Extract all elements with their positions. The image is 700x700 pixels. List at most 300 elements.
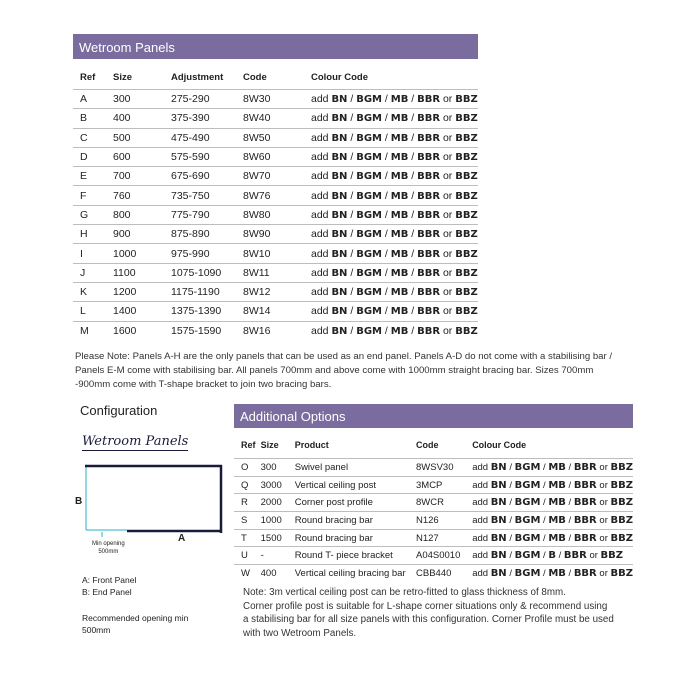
colour-code-separator: /: [347, 131, 357, 144]
colour-code-separator: or: [440, 228, 456, 241]
colour-code-option: BN: [331, 229, 348, 241]
colour-code-option: BBR: [417, 190, 441, 202]
colour-code-option: BBZ: [455, 152, 478, 164]
colour-code-option: BBR: [417, 325, 441, 337]
legend: [82, 574, 136, 598]
additional-note-line-4: with two Wetroom Panels.: [243, 627, 357, 639]
colour-code-option: BBZ: [610, 497, 633, 509]
row-code: 8W10: [243, 244, 311, 263]
colour-code-option: MB: [390, 171, 409, 183]
colour-code-option: BN: [490, 550, 507, 562]
colour-code-separator: or: [596, 479, 611, 491]
colour-code-option: MB: [390, 229, 409, 241]
colour-code-option: MB: [390, 132, 409, 144]
recommended-opening: [82, 612, 188, 636]
colour-code-option: BBZ: [455, 306, 478, 318]
colour-code-option: MB: [390, 209, 409, 221]
row-size: 3000: [261, 476, 295, 494]
colour-code-option: BBR: [417, 306, 441, 318]
colour-code-option: BBR: [573, 567, 597, 579]
row-ref: W: [234, 565, 261, 582]
row-colour-code: [472, 512, 633, 530]
row-code: 8W30: [243, 90, 311, 109]
colour-code-option: B: [548, 550, 556, 562]
colour-code-option: BN: [331, 152, 348, 164]
table-row: [234, 565, 633, 582]
row-adjustment: 1175-1190: [171, 282, 243, 301]
colour-code-option: BGM: [356, 325, 382, 337]
colour-code-separator: /: [381, 324, 391, 337]
recommended-line-1: Recommended opening min: [82, 613, 189, 623]
colour-code-option: BBZ: [455, 209, 478, 221]
colour-code-option: BBR: [417, 132, 441, 144]
row-size: 1600: [113, 321, 171, 340]
row-size: 700: [113, 167, 171, 186]
colour-code-option: MB: [390, 190, 409, 202]
additional-note-line-2: Corner profile post is suitable for L-shape corner situations only & recommend using: [243, 600, 608, 612]
colour-code-separator: or: [440, 151, 456, 164]
row-ref: F: [73, 186, 113, 205]
table-row: [73, 167, 478, 186]
colour-code-separator: add: [472, 550, 491, 562]
colour-code-separator: /: [381, 151, 391, 164]
colour-code-option: BBR: [417, 229, 441, 241]
recommended-line-2: 500mm: [82, 625, 111, 635]
opening-label-line-2: 500mm: [98, 549, 119, 555]
label-b: B: [75, 496, 83, 507]
colour-code-separator: add: [472, 514, 491, 526]
colour-code-option: BBZ: [610, 567, 633, 579]
row-code: 8W14: [243, 302, 311, 321]
row-adjustment: 875-890: [171, 225, 243, 244]
colour-code-option: MB: [548, 479, 566, 491]
row-ref: I: [73, 244, 113, 263]
row-adjustment: 1375-1390: [171, 302, 243, 321]
colour-code-separator: or: [440, 131, 456, 144]
colour-code-option: BGM: [356, 287, 382, 299]
row-ref: Q: [234, 476, 261, 494]
colour-code-separator: add: [472, 461, 491, 473]
colour-code-separator: /: [506, 479, 515, 491]
row-ref: U: [234, 547, 261, 565]
colour-code-option: BGM: [514, 532, 541, 544]
colour-code-separator: /: [381, 247, 391, 260]
row-colour-code: [472, 476, 633, 494]
row-product: Corner post profile: [295, 494, 416, 512]
colour-code-option: MB: [390, 306, 409, 318]
colour-code-separator: /: [408, 247, 418, 260]
colour-code-separator: /: [347, 170, 357, 183]
table-row: [73, 302, 478, 321]
row-size: 1500: [261, 529, 295, 547]
row-code: 8W40: [243, 109, 311, 128]
row-ref: K: [73, 282, 113, 301]
colour-code-option: MB: [390, 94, 409, 106]
row-adjustment: 975-990: [171, 244, 243, 263]
row-code: 8WCR: [416, 494, 472, 512]
colour-code-option: BGM: [356, 267, 382, 279]
colour-code-option: BBR: [417, 248, 441, 260]
row-colour-code: [311, 90, 478, 109]
table-row: [234, 547, 633, 565]
colour-code-option: MB: [390, 325, 409, 337]
row-ref: M: [73, 321, 113, 340]
colour-code-separator: /: [347, 189, 357, 202]
row-colour-code: [311, 244, 478, 263]
row-ref: H: [73, 225, 113, 244]
colour-code-option: BBZ: [455, 190, 478, 202]
colour-code-option: MB: [390, 287, 409, 299]
colour-code-option: BBR: [573, 479, 597, 491]
row-colour-code: [472, 565, 633, 582]
row-size: 1100: [113, 263, 171, 282]
row-size: 760: [113, 186, 171, 205]
colour-code-separator: add: [311, 93, 332, 106]
colour-code-option: BN: [331, 325, 348, 337]
row-size: 500: [113, 128, 171, 147]
colour-code-option: BGM: [356, 229, 382, 241]
colour-code-separator: /: [347, 112, 357, 125]
header-ref: Ref: [80, 71, 96, 83]
colour-code-option: BBZ: [455, 325, 478, 337]
colour-code-separator: /: [540, 497, 549, 509]
colour-code-separator: /: [381, 266, 391, 279]
colour-code-separator: /: [381, 131, 391, 144]
row-ref: O: [234, 459, 261, 477]
row-product: Vertical ceiling post: [295, 476, 416, 494]
table-row: [73, 263, 478, 282]
colour-code-option: BGM: [356, 209, 382, 221]
row-code: A04S0010: [416, 547, 472, 565]
row-product: Round T- piece bracket: [295, 547, 416, 565]
colour-code-option: MB: [390, 248, 409, 260]
colour-code-separator: /: [540, 461, 549, 473]
colour-code-separator: /: [347, 305, 357, 318]
table-row: [73, 282, 478, 301]
colour-code-option: BN: [490, 461, 507, 473]
colour-code-option: BN: [490, 479, 507, 491]
colour-code-separator: or: [440, 324, 456, 337]
row-adjustment: 1075-1090: [171, 263, 243, 282]
colour-code-option: MB: [390, 152, 409, 164]
table-header-row: [73, 65, 478, 90]
colour-code-separator: add: [311, 189, 332, 202]
colour-code-separator: add: [311, 247, 332, 260]
header-size: Size: [260, 440, 279, 450]
colour-code-separator: /: [565, 479, 574, 491]
table-row: [234, 494, 633, 512]
colour-code-option: BGM: [356, 94, 382, 106]
colour-code-separator: /: [381, 112, 391, 125]
colour-code-separator: /: [381, 93, 391, 106]
colour-code-option: BGM: [514, 461, 541, 473]
row-ref: G: [73, 205, 113, 224]
row-code: 8W90: [243, 225, 311, 244]
colour-code-separator: /: [381, 305, 391, 318]
row-code: 8W11: [243, 263, 311, 282]
row-ref: T: [234, 529, 261, 547]
colour-code-option: BGM: [356, 248, 382, 260]
table-row: [73, 225, 478, 244]
colour-code-separator: /: [347, 93, 357, 106]
row-code: N126: [416, 512, 472, 530]
colour-code-option: BBR: [573, 497, 597, 509]
table-row: [73, 147, 478, 166]
opening-label-line-1: Min opening: [92, 541, 125, 547]
colour-code-option: BGM: [514, 479, 541, 491]
colour-code-separator: or: [596, 514, 611, 526]
colour-code-separator: /: [347, 208, 357, 221]
colour-code-separator: /: [381, 189, 391, 202]
colour-code-option: BGM: [514, 497, 541, 509]
colour-code-separator: /: [555, 550, 564, 562]
colour-code-option: BBZ: [600, 550, 624, 562]
row-product: Round bracing bar: [295, 512, 416, 530]
colour-code-option: BBR: [417, 267, 441, 279]
table-row: [234, 529, 633, 547]
row-code: 3MCP: [416, 476, 472, 494]
colour-code-separator: add: [311, 305, 332, 318]
colour-code-option: BN: [331, 132, 348, 144]
additional-note-line-1: Note: 3m vertical ceiling post can be retro-fitted to glass thickness of 8mm.: [243, 587, 566, 598]
table-row: [73, 244, 478, 263]
colour-code-option: MB: [548, 567, 566, 579]
colour-code-separator: add: [311, 228, 332, 241]
row-colour-code: [311, 225, 478, 244]
row-size: 1000: [113, 244, 171, 263]
colour-code-separator: or: [440, 93, 456, 106]
colour-code-option: BN: [331, 306, 348, 318]
colour-code-separator: add: [472, 497, 491, 509]
colour-code-option: BN: [331, 267, 348, 279]
row-ref: J: [73, 263, 113, 282]
colour-code-separator: add: [311, 131, 332, 144]
colour-code-separator: or: [586, 550, 601, 562]
colour-code-option: BGM: [514, 567, 541, 579]
row-colour-code: [311, 128, 478, 147]
row-colour-code: [311, 205, 478, 224]
row-adjustment: 735-750: [171, 186, 243, 205]
row-code: 8W16: [243, 321, 311, 340]
row-colour-code: [311, 321, 478, 340]
colour-code-option: BBZ: [455, 171, 478, 183]
row-size: 800: [113, 205, 171, 224]
colour-code-separator: /: [565, 532, 574, 544]
colour-code-separator: add: [311, 151, 332, 164]
colour-code-separator: or: [440, 305, 456, 318]
colour-code-separator: add: [311, 324, 332, 337]
colour-code-option: MB: [548, 497, 566, 509]
row-colour-code: [472, 547, 633, 565]
row-size: 400: [261, 565, 295, 582]
colour-code-option: BBR: [573, 514, 597, 526]
header-colour-code: Colour Code: [311, 71, 368, 83]
colour-code-separator: add: [472, 567, 491, 579]
colour-code-separator: /: [408, 305, 418, 318]
table-row: [234, 476, 633, 494]
colour-code-separator: add: [311, 286, 332, 299]
colour-code-separator: /: [408, 189, 418, 202]
colour-code-separator: /: [540, 479, 549, 491]
colour-code-option: BN: [490, 532, 507, 544]
colour-code-option: BBR: [417, 171, 441, 183]
colour-code-option: BGM: [356, 152, 382, 164]
colour-code-separator: /: [408, 151, 418, 164]
colour-code-separator: or: [440, 286, 456, 299]
row-code: 8W60: [243, 147, 311, 166]
colour-code-option: BN: [331, 113, 348, 125]
row-adjustment: 275-290: [171, 90, 243, 109]
wetroom-panels-table: [73, 65, 478, 340]
row-size: -: [261, 547, 295, 565]
colour-code-separator: /: [347, 228, 357, 241]
colour-code-separator: /: [408, 170, 418, 183]
colour-code-option: MB: [390, 267, 409, 279]
header-code: Code: [243, 71, 267, 83]
colour-code-option: MB: [548, 461, 566, 473]
colour-code-separator: /: [381, 286, 391, 299]
colour-code-option: BBZ: [455, 94, 478, 106]
row-code: CBB440: [416, 565, 472, 582]
row-ref: B: [73, 109, 113, 128]
table-row: [234, 512, 633, 530]
row-code: 8W50: [243, 128, 311, 147]
colour-code-option: BBZ: [455, 132, 478, 144]
table-row: [73, 205, 478, 224]
colour-code-option: MB: [548, 532, 566, 544]
colour-code-separator: /: [347, 247, 357, 260]
colour-code-option: BN: [331, 287, 348, 299]
colour-code-separator: /: [506, 532, 515, 544]
colour-code-separator: /: [565, 497, 574, 509]
colour-code-option: BN: [490, 514, 507, 526]
row-code: N127: [416, 529, 472, 547]
colour-code-separator: or: [596, 497, 611, 509]
additional-options-table: [234, 432, 633, 582]
row-size: 600: [113, 147, 171, 166]
row-adjustment: 1575-1590: [171, 321, 243, 340]
colour-code-separator: add: [311, 266, 332, 279]
colour-code-option: BGM: [356, 113, 382, 125]
colour-code-option: BBR: [573, 461, 597, 473]
row-size: 1000: [261, 512, 295, 530]
colour-code-option: BBR: [417, 287, 441, 299]
colour-code-separator: /: [381, 228, 391, 241]
colour-code-option: BBZ: [455, 113, 478, 125]
colour-code-separator: /: [408, 93, 418, 106]
colour-code-separator: /: [540, 532, 549, 544]
colour-code-separator: add: [472, 479, 491, 491]
row-ref: C: [73, 128, 113, 147]
row-colour-code: [311, 282, 478, 301]
row-size: 1400: [113, 302, 171, 321]
colour-code-separator: or: [596, 461, 611, 473]
header-colour-code: Colour Code: [472, 440, 527, 450]
colour-code-separator: /: [347, 266, 357, 279]
colour-code-option: BN: [331, 248, 348, 260]
opening-label: [92, 540, 125, 556]
table-header-row: [234, 432, 633, 459]
row-code: 8W12: [243, 282, 311, 301]
colour-code-separator: add: [311, 208, 332, 221]
colour-code-separator: /: [347, 286, 357, 299]
colour-code-separator: add: [472, 532, 491, 544]
row-colour-code: [311, 263, 478, 282]
colour-code-separator: or: [596, 532, 611, 544]
colour-code-separator: /: [408, 228, 418, 241]
colour-code-separator: /: [540, 550, 549, 562]
colour-code-separator: /: [408, 286, 418, 299]
table-row: [73, 186, 478, 205]
colour-code-separator: /: [506, 567, 515, 579]
label-a: A: [178, 533, 186, 544]
colour-code-separator: /: [565, 567, 574, 579]
colour-code-option: BN: [331, 209, 348, 221]
colour-code-option: BBZ: [610, 479, 633, 491]
colour-code-separator: /: [565, 514, 574, 526]
row-adjustment: 775-790: [171, 205, 243, 224]
additional-note: [243, 586, 643, 640]
row-code: 8W70: [243, 167, 311, 186]
header-adjustment: Adjustment: [171, 71, 224, 83]
colour-code-option: BN: [490, 497, 507, 509]
row-adjustment: 475-490: [171, 128, 243, 147]
legend-end-panel: B: End Panel: [82, 587, 132, 597]
row-colour-code: [311, 147, 478, 166]
colour-code-separator: or: [440, 247, 456, 260]
row-size: 300: [113, 90, 171, 109]
row-colour-code: [472, 529, 633, 547]
colour-code-separator: or: [440, 112, 456, 125]
colour-code-separator: or: [440, 189, 456, 202]
colour-code-option: BGM: [514, 514, 541, 526]
row-adjustment: 375-390: [171, 109, 243, 128]
colour-code-separator: /: [381, 208, 391, 221]
row-product: Swivel panel: [295, 459, 416, 477]
colour-code-separator: /: [408, 208, 418, 221]
row-ref: S: [234, 512, 261, 530]
colour-code-separator: or: [440, 208, 456, 221]
row-colour-code: [472, 494, 633, 512]
table-row: [73, 321, 478, 340]
colour-code-separator: /: [347, 324, 357, 337]
row-code: 8W76: [243, 186, 311, 205]
colour-code-option: BGM: [356, 306, 382, 318]
colour-code-option: MB: [390, 113, 409, 125]
colour-code-option: BBR: [417, 94, 441, 106]
row-ref: L: [73, 302, 113, 321]
colour-code-separator: /: [381, 170, 391, 183]
table-row: [73, 128, 478, 147]
row-product: Round bracing bar: [295, 529, 416, 547]
colour-code-separator: /: [506, 514, 515, 526]
row-product: Vertical ceiling bracing bar: [295, 565, 416, 582]
colour-code-option: BGM: [356, 171, 382, 183]
colour-code-option: BGM: [356, 190, 382, 202]
wetroom-note: Please Note: Panels A-H are the only panels that can be used as an end panel. Panels A-D do not come with a stabilising bar / Panels E-M come with stabilising bar. All panels 700mm and above come with 1000mm straight bracing bar. Sizes 700mm -900mm come with T-shape bracket to join two bracing bars.: [75, 351, 613, 390]
row-size: 300: [261, 459, 295, 477]
table-row: [73, 109, 478, 128]
row-size: 2000: [261, 494, 295, 512]
row-size: 900: [113, 225, 171, 244]
colour-code-option: BGM: [356, 132, 382, 144]
colour-code-option: BBR: [417, 152, 441, 164]
colour-code-option: BBZ: [610, 461, 633, 473]
row-size: 400: [113, 109, 171, 128]
colour-code-separator: /: [506, 550, 515, 562]
header-ref: Ref: [241, 440, 256, 450]
header-size: Size: [113, 71, 133, 83]
